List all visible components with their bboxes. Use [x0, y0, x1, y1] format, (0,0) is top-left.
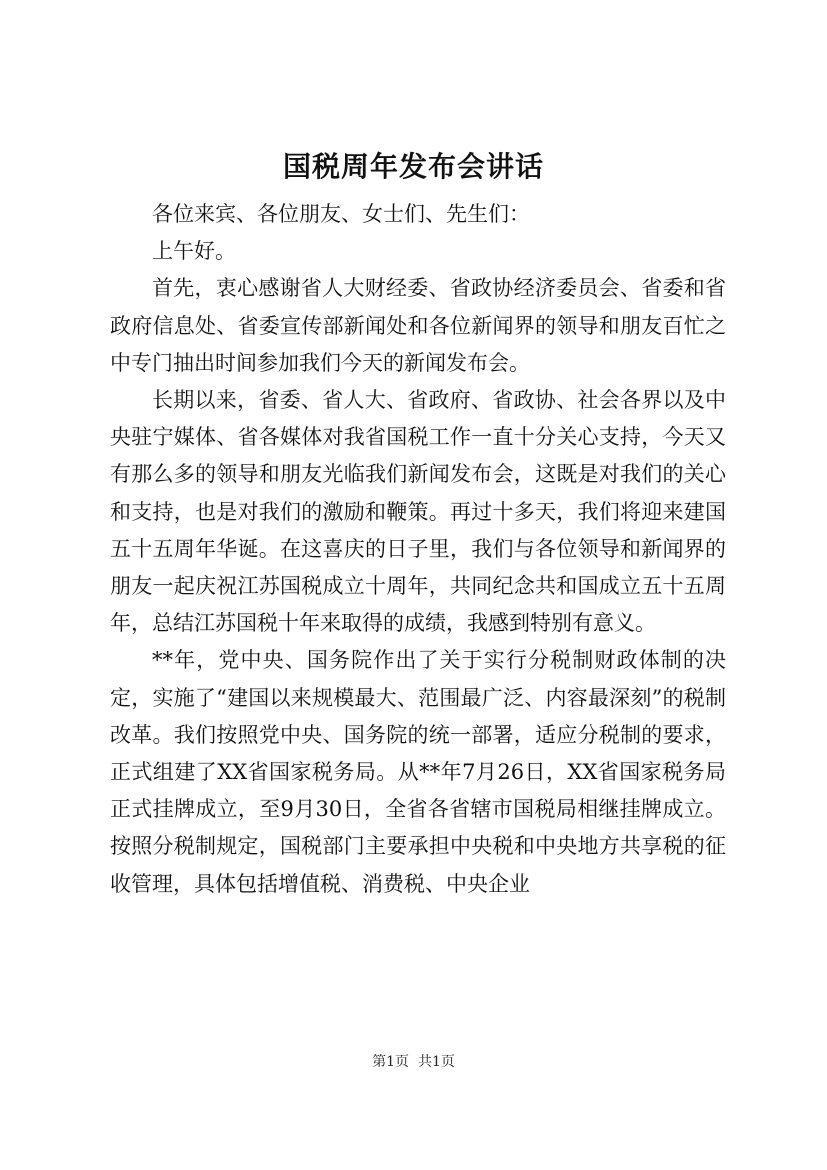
page-footer	[0, 1052, 827, 1072]
paragraph-thanks: 首先，衷心感谢省人大财经委、省政协经济委员会、省委和省政府信息处、省委宣传部新闻处和各位新闻界的领导和朋友百忙之中专门抽出时间参加我们今天的新闻发布会。	[110, 276, 726, 375]
paragraph-support: 长期以来，省委、省人大、省政府、省政协、社会各界以及中央驻宁媒体、省各媒体对我省国税工作一直十分关心支持，今天又有那么多的领导和朋友光临我们新闻发布会，这既是对我们的关心和支持，也是对我们的激励和鞭策。再过十多天，我们将迎来建国五十五周年华诞。在这喜庆的日子里，我们与各位领导和新闻界的朋友一起庆祝江苏国税成立十周年，共同纪念共和国成立五十五周年，总结江苏国税十年来取得的成绩，我感到特别有意义。	[110, 388, 726, 636]
page-number-label: 第1页 共1页	[372, 1054, 455, 1070]
document-body	[110, 196, 726, 903]
paragraph-greeting: 上午好。	[152, 239, 236, 264]
paragraph-salutation: 各位来宾、各位朋友、女士们、先生们：	[152, 202, 530, 226]
paragraph-reform: **年，党中央、国务院作出了关于实行分税制财政体制的决定，实施了“建国以来规模最大、范围最广泛、内容最深刻”的税制改革。我们按照党中央、国务院的统一部署，适应分税制的要求，正式组建了XX省国家税务局。从**年7月26日，XX省国家税务局正式挂牌成立，至9月30日，全省各省辖市国税局相继挂牌成立。按照分税制规定，国税部门主要承担中央税和中央地方共享税的征收管理，具体包括增值税、消费税、中央企业	[110, 648, 726, 896]
document-title: 国税周年发布会讲话	[282, 150, 544, 183]
